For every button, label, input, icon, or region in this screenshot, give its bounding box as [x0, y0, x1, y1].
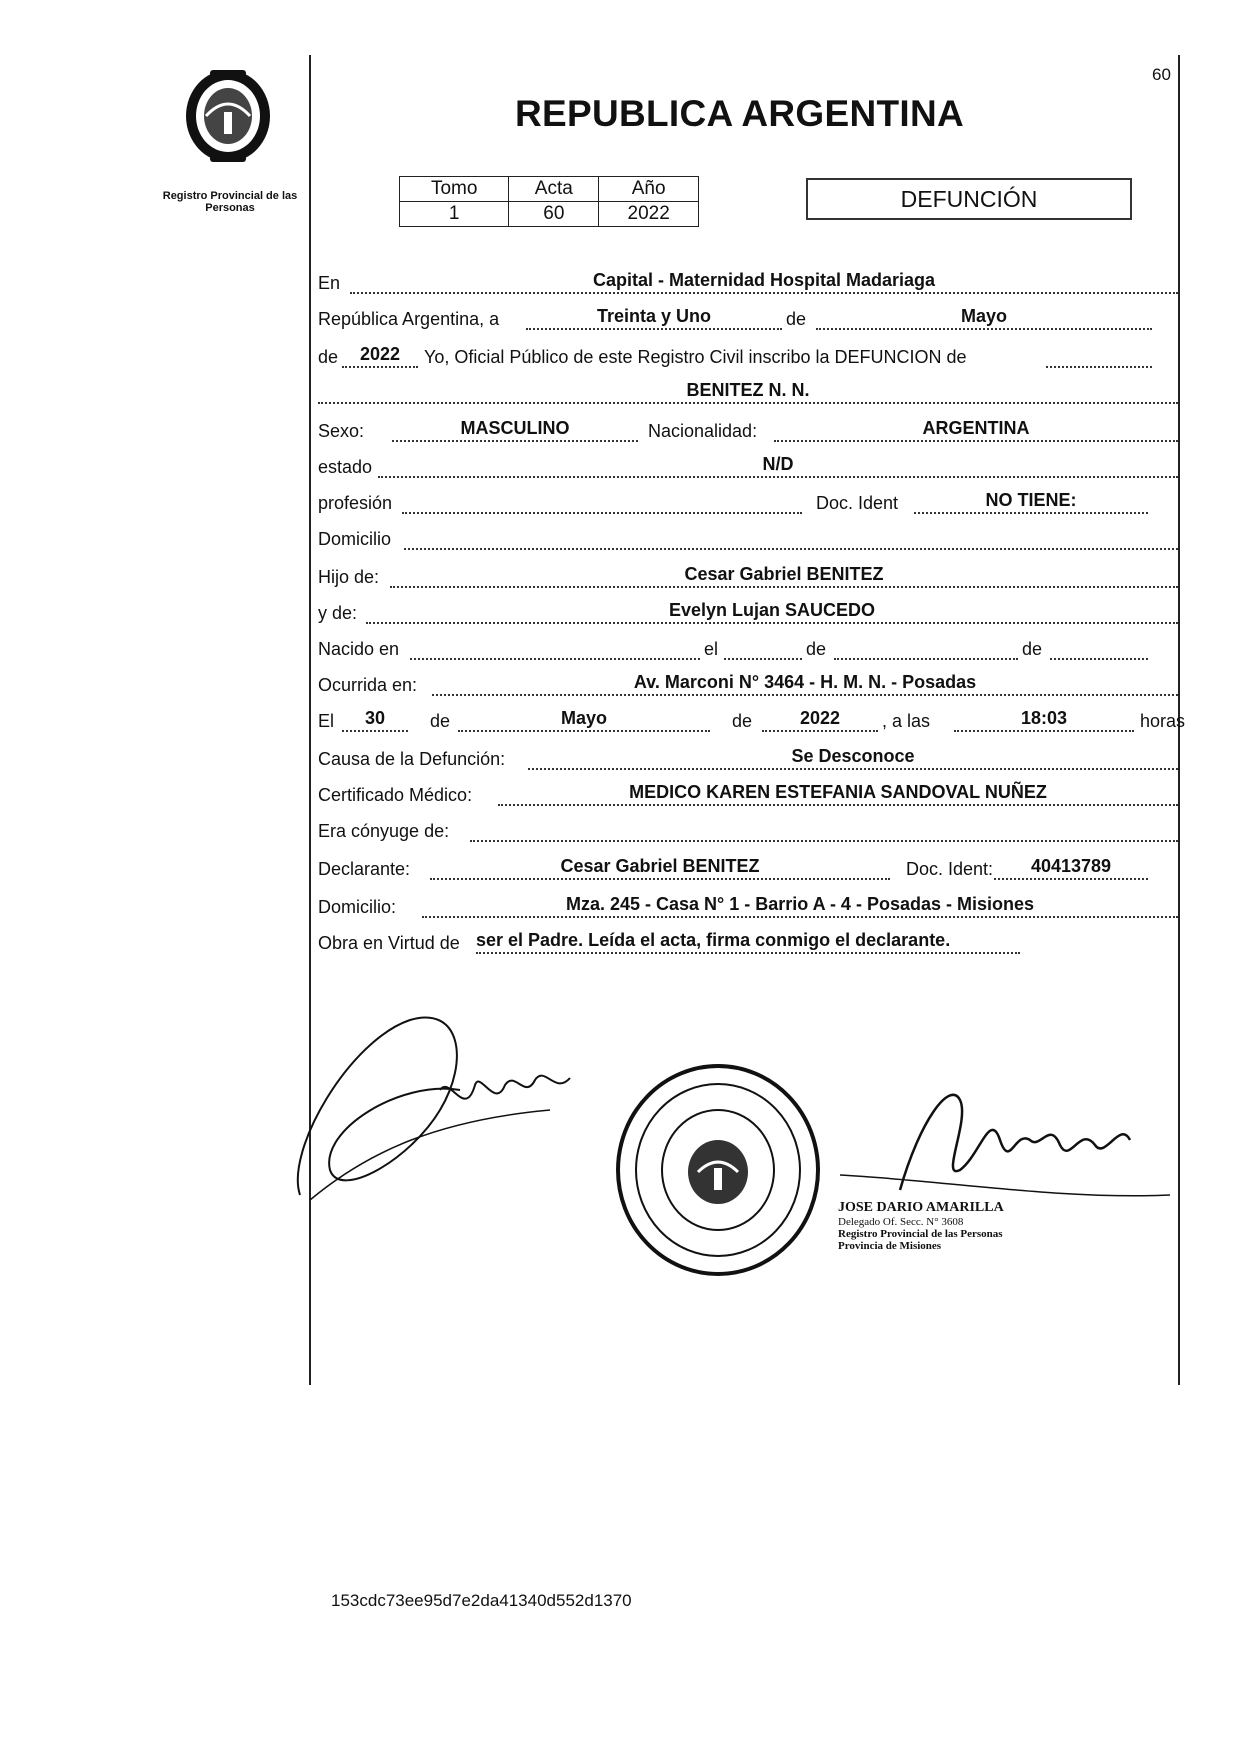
- causa-value: Se Desconoce: [528, 744, 1178, 770]
- doc-ident-label: Doc. Ident: [816, 493, 899, 513]
- conyuge-label: Era cónyuge de:: [318, 821, 450, 841]
- anio-value: 2022: [342, 342, 418, 368]
- document-hash: 153cdc73ee95d7e2da41340d552d1370: [331, 1591, 632, 1610]
- row-certificado: [318, 774, 1178, 810]
- de2-label: de: [806, 639, 827, 659]
- official-signature: [840, 1060, 1180, 1210]
- ocurrida-label: Ocurrida en:: [318, 675, 418, 695]
- row-nombre: [318, 372, 1178, 408]
- anio-header: Año: [599, 177, 699, 202]
- official-stamp: [608, 1060, 828, 1280]
- official-block: [838, 1200, 1078, 1252]
- obra-value: ser el Padre. Leída el acta, firma conmigo el declarante.: [476, 928, 1020, 954]
- document-title: REPUBLICA ARGENTINA: [515, 93, 965, 134]
- row-ocurrida: [318, 664, 1178, 700]
- obra-label: Obra en Virtud de: [318, 933, 460, 953]
- hora-value: 18:03: [954, 706, 1134, 732]
- anio-prefix: de: [318, 347, 339, 367]
- sexo-label: Sexo:: [318, 421, 365, 441]
- domicilio-value: [404, 524, 1178, 550]
- declarante-label: Declarante:: [318, 859, 411, 879]
- row-declarante: [318, 848, 1178, 884]
- official-name: JOSE DARIO AMARILLA: [838, 1200, 1004, 1215]
- nacido-lugar: [410, 634, 700, 660]
- estado-value: N/D: [378, 452, 1178, 478]
- certificado-value: MEDICO KAREN ESTEFANIA SANDOVAL NUÑEZ: [498, 780, 1178, 806]
- dia-value: 30: [342, 706, 408, 732]
- mes-value: Mayo: [816, 304, 1152, 330]
- row-causa: [318, 738, 1178, 774]
- domicilio2-value: Mza. 245 - Casa N° 1 - Barrio A - 4 - Posadas - Misiones: [422, 892, 1178, 918]
- nacido-dia: [724, 634, 802, 660]
- causa-label: Causa de la Defunción:: [318, 749, 506, 769]
- row-profesion: [318, 482, 1178, 518]
- row-madre: [318, 592, 1178, 628]
- tomo-header: Tomo: [400, 177, 509, 202]
- acta-header: Acta: [509, 177, 599, 202]
- record-type-box: [806, 178, 1132, 220]
- madre-value: Evelyn Lujan SAUCEDO: [366, 598, 1178, 624]
- official-role: Delegado Of. Secc. N° 3608: [838, 1216, 964, 1228]
- yde-label: y de:: [318, 603, 358, 623]
- row-inscribo: [318, 336, 1178, 372]
- ocurrida-value: Av. Marconi N° 3464 - H. M. N. - Posadas: [432, 670, 1178, 696]
- nacido-mes: [834, 634, 1018, 660]
- deceased-name: BENITEZ N. N.: [318, 378, 1178, 404]
- row-domicilio2: [318, 886, 1178, 922]
- el-label: el: [704, 639, 719, 659]
- republica-label: República Argentina, a: [318, 309, 500, 329]
- record-type: DEFUNCIÓN: [900, 186, 1038, 212]
- doc-ident-value: NO TIENE:: [914, 488, 1148, 514]
- anio2-value: 2022: [762, 706, 878, 732]
- domicilio-label: Domicilio: [318, 529, 392, 549]
- anio-value: 2022: [599, 202, 699, 227]
- inscribo-text: Yo, Oficial Público de este Registro Civil inscribo la DEFUNCION de: [424, 347, 967, 367]
- en-label: En: [318, 273, 341, 293]
- padre-value: Cesar Gabriel BENITEZ: [390, 562, 1178, 588]
- el2-label: El: [318, 711, 335, 731]
- row-sexo: [318, 410, 1178, 446]
- official-registry: Registro Provincial de las Personas: [838, 1228, 1003, 1240]
- de-label: de: [786, 309, 807, 329]
- row-en: [318, 262, 1178, 298]
- row-domicilio: [318, 518, 1178, 554]
- inscribo-tail: [1046, 342, 1152, 368]
- estado-label: estado: [318, 457, 373, 477]
- row-nacido: [318, 628, 1178, 664]
- page-number: 60: [1152, 65, 1171, 84]
- tomo-value: 1: [400, 202, 509, 227]
- row-fecha: [318, 298, 1178, 334]
- nacionalidad-value: ARGENTINA: [774, 416, 1178, 442]
- row-fecha-hora: [318, 700, 1186, 736]
- profesion-label: profesión: [318, 493, 393, 513]
- de3-label: de: [1022, 639, 1043, 659]
- registry-caption: Registro Provincial de las Personas: [162, 190, 298, 214]
- acta-value: 60: [509, 202, 599, 227]
- de5-label: de: [732, 711, 753, 731]
- conyuge-value: [470, 816, 1178, 842]
- certificado-label: Certificado Médico:: [318, 785, 473, 805]
- row-obra: [318, 922, 1178, 958]
- domicilio2-label: Domicilio:: [318, 897, 397, 917]
- sexo-value: MASCULINO: [392, 416, 638, 442]
- horas-label: horas: [1140, 711, 1186, 731]
- dia-texto: Treinta y Uno: [526, 304, 782, 330]
- en-value: Capital - Maternidad Hospital Madariaga: [350, 268, 1178, 294]
- misiones-emblem: [180, 62, 276, 166]
- official-province: Provincia de Misiones: [838, 1240, 942, 1252]
- declarante-value: Cesar Gabriel BENITEZ: [430, 854, 890, 880]
- nacido-anio: [1050, 634, 1148, 660]
- doc-ident2-value: 40413789: [994, 854, 1148, 880]
- nacido-label: Nacido en: [318, 639, 400, 659]
- mes2-value: Mayo: [458, 706, 710, 732]
- row-conyuge: [318, 810, 1178, 846]
- nacionalidad-label: Nacionalidad:: [648, 421, 758, 441]
- doc-ident2-label: Doc. Ident:: [906, 859, 994, 879]
- declarant-signature: [290, 1000, 610, 1210]
- hijo-label: Hijo de:: [318, 567, 380, 587]
- alas-label: , a las: [882, 711, 931, 731]
- record-table: [399, 176, 699, 227]
- de4-label: de: [430, 711, 451, 731]
- profesion-value: [402, 488, 802, 514]
- row-estado: [318, 446, 1178, 482]
- row-hijo: [318, 556, 1178, 592]
